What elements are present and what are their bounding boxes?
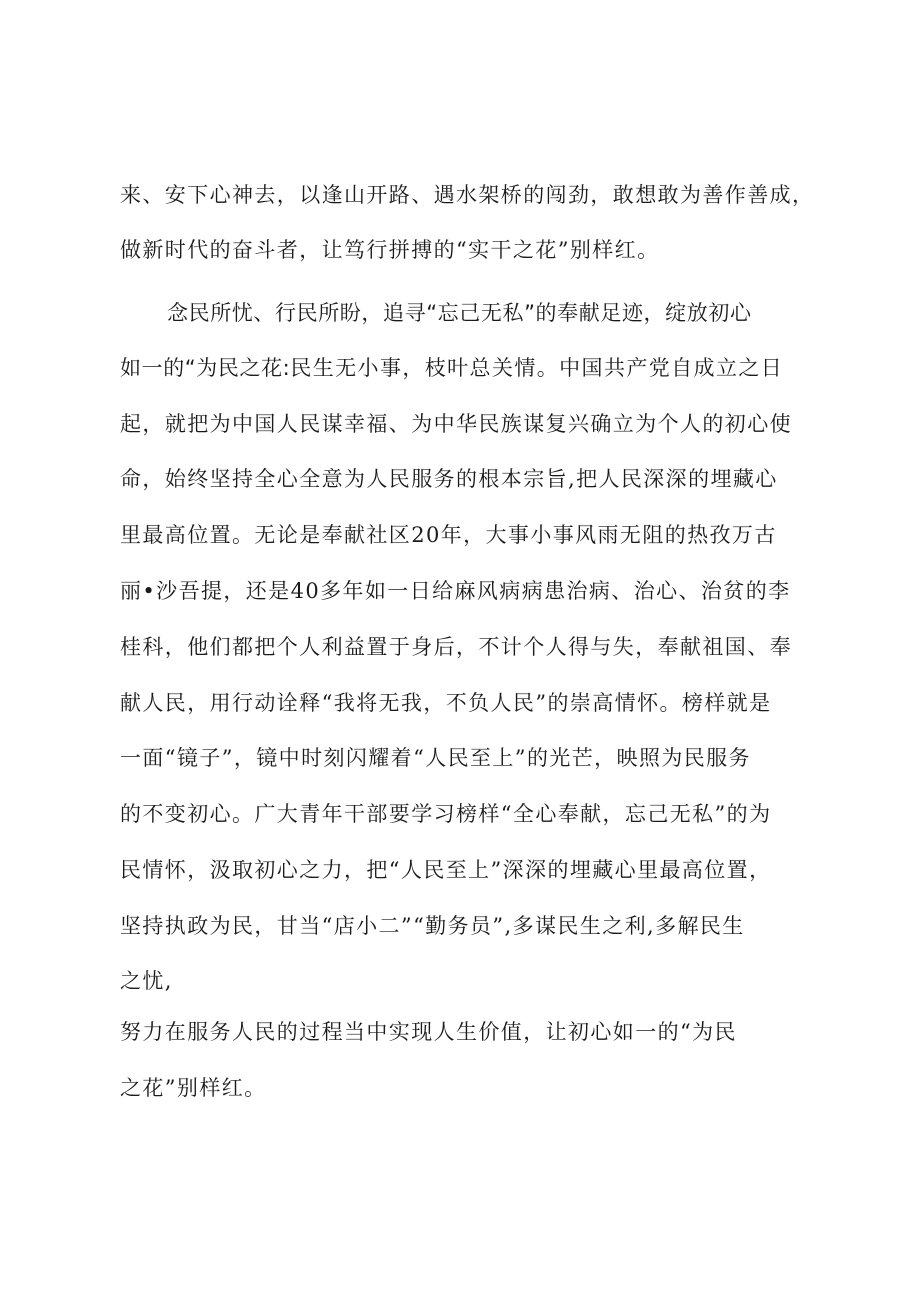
text-line-16: 努力在服务人民的过程当中实现人生价值，让初心如一的“为民	[120, 1020, 737, 1044]
text-line-12: 的不变初心。广大青年干部要学习榜样“全心奉献，忘己无私”的为	[120, 802, 772, 826]
paragraph-heading-line-1: 念民所忧、行民所盼，追寻“忘己无私”的奉献足迹，绽放初心	[167, 301, 752, 325]
body-start: 民生无小事，枝叶总关情。中国共产党自成立之日	[290, 356, 784, 380]
text-line-15: 之忧,	[120, 969, 173, 993]
text-line-14: 坚持执政为民，甘当“店小二”“勤务员”,多谋民生之利,多解民生	[120, 914, 745, 938]
text-line-6: 命，始终坚持全心全意为人民服务的根本宗旨,把人民深深的埋藏心	[120, 467, 778, 491]
heading-tail: 如一的“为民之花:	[120, 356, 291, 380]
text-line-8: 丽•沙吾提，还是40多年如一日给麻风病病患治病、治心、治贫的李	[120, 579, 791, 603]
text-line-2: 做新时代的奋斗者，让笃行拼搏的“实干之花”别样红。	[120, 238, 660, 262]
paragraph-heading-line-2	[120, 354, 783, 382]
text-line-17: 之花”别样红。	[120, 1076, 267, 1100]
text-line-5: 起，就把为中国人民谋幸福、为中华民族谋复兴确立为个人的初心使	[120, 412, 792, 436]
text-line-11: 一面“镜子”，镜中时刻闪耀着“人民至上”的光芒，映照为民服务	[120, 746, 751, 770]
text-line-9: 桂科，他们都把个人利益置于身后，不计个人得与失，奉献祖国、奉	[120, 635, 792, 659]
text-line-1: 来、安下心神去，以逢山开路、遇水架桥的闯劲，敢想敢为善作善成，	[120, 183, 815, 207]
text-line-10: 献人民，用行动诠释“我将无我，不负人民”的崇高情怀。榜样就是	[120, 691, 772, 715]
text-line-13: 民情怀，汲取初心之力，把“人民至上”深深的埋藏心里最高位置，	[120, 858, 772, 882]
text-line-7: 里最高位置。无论是奉献社区20年，大事小事风雨无阻的热孜万古	[120, 523, 777, 547]
